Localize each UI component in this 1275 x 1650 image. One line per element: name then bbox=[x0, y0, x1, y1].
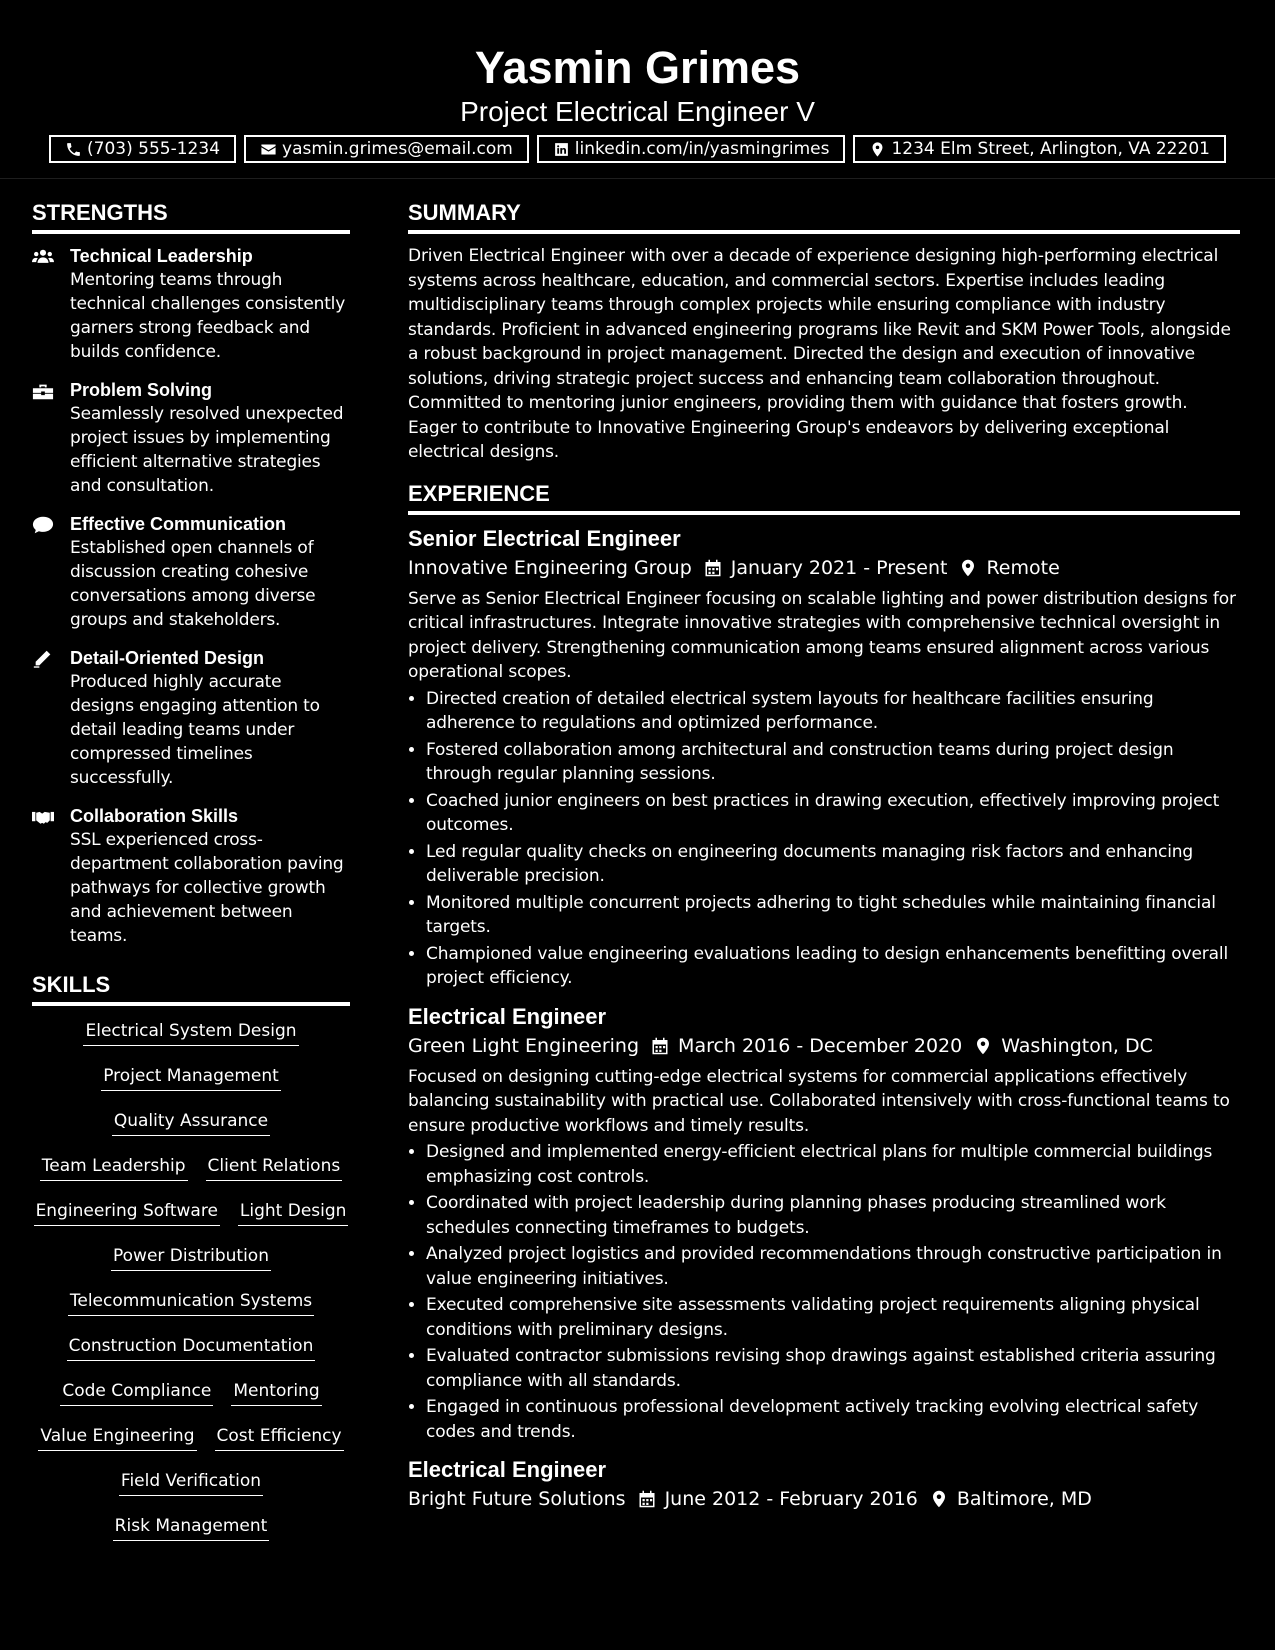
skill-row bbox=[32, 1198, 350, 1243]
skill-tag: Engineering Software bbox=[34, 1198, 220, 1226]
strengths-heading: STRENGTHS bbox=[32, 196, 350, 234]
job-bullets bbox=[408, 1140, 1240, 1444]
job-dates: January 2021 - Present bbox=[730, 556, 948, 579]
candidate-title: Project Electrical Engineer V bbox=[460, 96, 815, 127]
job-bullet: • Executed comprehensive site assessments validating project requirements aligning physical conditions with preliminary designs. bbox=[426, 1293, 1240, 1342]
skill-row bbox=[32, 1153, 350, 1198]
job-entry bbox=[408, 1003, 1240, 1445]
strength-desc: Established open channels of discussion creating cohesive conversations among diverse groups and stakeholders. bbox=[70, 538, 316, 630]
strength-desc: SSL experienced cross-department collaboration paving pathways for collective growth and achievement between teams. bbox=[70, 830, 344, 946]
job-bullet: • Fostered collaboration among architectural and construction teams during project design through regular planning sessions. bbox=[426, 738, 1240, 787]
strength-name: Collaboration Skills bbox=[70, 806, 239, 826]
map-marker-icon bbox=[930, 1490, 948, 1508]
job-bullet: • Analyzed project logistics and provided recommendations through constructive participation in value engineering initiatives. bbox=[426, 1242, 1240, 1291]
job-bullet: • Engaged in continuous professional development actively tracking evolving electrical safety codes and trends. bbox=[426, 1395, 1240, 1444]
skill-tag: Telecommunication Systems bbox=[68, 1288, 314, 1316]
job-location: Remote bbox=[986, 556, 1060, 579]
job-location: Baltimore, MD bbox=[956, 1488, 1092, 1510]
strength-item bbox=[32, 646, 350, 790]
calendar-icon bbox=[638, 1490, 656, 1508]
linkedin-icon bbox=[553, 141, 570, 158]
strength-item bbox=[32, 512, 350, 632]
skill-tag: Power Distribution bbox=[111, 1243, 271, 1271]
contact-bar bbox=[0, 135, 1275, 163]
skill-row bbox=[32, 1468, 350, 1513]
contact-linkedin-text: linkedin.com/in/yasmingrimes bbox=[574, 139, 830, 159]
contact-address bbox=[853, 135, 1226, 163]
contact-linkedin[interactable] bbox=[537, 135, 846, 163]
summary-heading: SUMMARY bbox=[408, 196, 1240, 234]
skill-tag: Project Management bbox=[101, 1063, 281, 1091]
strength-desc: Seamlessly resolved unexpected project issues by implementing efficient alternative strategies and consultation. bbox=[70, 404, 344, 496]
contact-phone-text: (703) 555-1234 bbox=[87, 139, 221, 159]
skill-tag: Code Compliance bbox=[60, 1378, 213, 1406]
skill-row bbox=[32, 1288, 350, 1333]
strength-item bbox=[32, 244, 350, 364]
calendar-icon bbox=[704, 559, 722, 577]
map-marker-icon bbox=[869, 141, 886, 158]
skill-row bbox=[32, 1018, 350, 1063]
skill-tag: Light Design bbox=[238, 1198, 349, 1226]
skill-tag: Field Verification bbox=[119, 1468, 263, 1496]
map-marker-icon bbox=[974, 1037, 992, 1055]
strength-name: Effective Communication bbox=[70, 514, 287, 534]
summary-text: Driven Electrical Engineer with over a decade of experience designing high-performing electrical systems across healthcare, education, and commercial sectors. Expertise includes leading multidisciplinary teams through complex projects while ensuring compliance with industry standards. Proficient in advanced engineering programs like Revit and SKM Power Tools, alongside a robust background in project management. Directed the design and execution of innovative solutions, driving strategic project success and enhancing team collaboration throughout. Committed to mentoring junior engineers, providing them with guidance that fosters growth. Eager to contribute to Innovative Engineering Group's endeavors by delivering exceptional electrical designs. bbox=[408, 246, 1231, 462]
job-meta bbox=[408, 1484, 1240, 1514]
job-meta bbox=[408, 553, 1240, 583]
job-bullet: • Led regular quality checks on engineering documents managing risk factors and enhancing deliverable precision. bbox=[426, 840, 1240, 889]
contact-email[interactable] bbox=[244, 135, 529, 163]
job-description: Focused on designing cutting-edge electrical systems for commercial applications effectively balancing sustainability with practical use. Collaborated intensively with cross-functional teams to ensure productive workflows and timely results. bbox=[408, 1066, 1230, 1136]
skill-tag: Risk Management bbox=[113, 1513, 270, 1541]
skill-tag: Value Engineering bbox=[38, 1423, 196, 1451]
right-column bbox=[408, 196, 1240, 1518]
left-column bbox=[32, 196, 350, 1558]
strength-item bbox=[32, 804, 350, 948]
job-location: Washington, DC bbox=[1001, 1034, 1153, 1057]
skills-list bbox=[32, 1016, 350, 1558]
job-meta bbox=[408, 1031, 1240, 1061]
job-title: Electrical Engineer bbox=[408, 1003, 607, 1029]
job-bullet: • Coached junior engineers on best practices in drawing execution, effectively improving project outcomes. bbox=[426, 789, 1240, 838]
skill-row bbox=[32, 1333, 350, 1378]
contact-phone[interactable] bbox=[49, 135, 236, 163]
job-bullet: • Designed and implemented energy-efficient electrical plans for multiple commercial buildings emphasizing cost controls. bbox=[426, 1140, 1240, 1189]
experience-heading: EXPERIENCE bbox=[408, 477, 1240, 515]
envelope-icon bbox=[260, 141, 277, 158]
skill-tag: Construction Documentation bbox=[67, 1333, 316, 1361]
skills-heading: SKILLS bbox=[32, 968, 350, 1006]
contact-email-text: yasmin.grimes@email.com bbox=[282, 139, 513, 159]
job-bullets bbox=[408, 687, 1240, 991]
strength-name: Detail-Oriented Design bbox=[70, 648, 265, 668]
skill-tag: Mentoring bbox=[231, 1378, 321, 1406]
strength-item bbox=[32, 378, 350, 498]
job-bullet: • Evaluated contractor submissions revising shop drawings against established criteria assuring compliance with all standards. bbox=[426, 1344, 1240, 1393]
experience-list bbox=[408, 525, 1240, 1515]
skill-tag: Client Relations bbox=[206, 1153, 343, 1181]
job-bullet: • Championed value engineering evaluations leading to design enhancements benefitting overall project efficiency. bbox=[426, 942, 1240, 991]
job-bullet: • Directed creation of detailed electrical system layouts for healthcare facilities ensuring adherence to regulations and optimized performance. bbox=[426, 687, 1240, 736]
job-company: Bright Future Solutions bbox=[408, 1488, 626, 1510]
pencil-icon bbox=[32, 649, 54, 669]
calendar-icon bbox=[651, 1037, 669, 1055]
skill-row bbox=[32, 1513, 350, 1558]
handshake-icon bbox=[32, 807, 54, 827]
job-entry bbox=[408, 525, 1240, 991]
job-entry bbox=[408, 1456, 1240, 1514]
skill-row bbox=[32, 1063, 350, 1108]
strength-name: Technical Leadership bbox=[70, 246, 253, 266]
skill-row bbox=[32, 1423, 350, 1468]
map-marker-icon bbox=[959, 559, 977, 577]
job-company: Green Light Engineering bbox=[408, 1034, 640, 1057]
skill-tag: Team Leadership bbox=[40, 1153, 188, 1181]
job-title: Senior Electrical Engineer bbox=[408, 525, 681, 551]
skill-row bbox=[32, 1243, 350, 1288]
job-company: Innovative Engineering Group bbox=[408, 556, 692, 579]
skill-tag: Quality Assurance bbox=[112, 1108, 270, 1136]
phone-icon bbox=[65, 141, 82, 158]
skill-row bbox=[32, 1378, 350, 1423]
skill-tag: Cost Efficiency bbox=[215, 1423, 344, 1451]
strength-desc: Produced highly accurate designs engaging attention to detail leading teams under compressed timelines successfully. bbox=[70, 672, 320, 788]
skill-row bbox=[32, 1108, 350, 1153]
candidate-name: Yasmin Grimes bbox=[474, 42, 801, 93]
job-bullet: • Monitored multiple concurrent projects adhering to tight schedules while maintaining financial targets. bbox=[426, 891, 1240, 940]
job-description: Serve as Senior Electrical Engineer focusing on scalable lighting and power distribution designs for critical infrastructures. Integrate innovative strategies with comprehensive technical oversight in project delivery. Strengthening communication among teams ensured alignment across various operational scopes. bbox=[408, 588, 1236, 682]
job-bullet: • Coordinated with project leadership during planning phases producing streamlined work schedules connecting timeframes to budgets. bbox=[426, 1191, 1240, 1240]
users-icon bbox=[32, 247, 54, 267]
strength-desc: Mentoring teams through technical challenges consistently garners strong feedback and builds confidence. bbox=[70, 270, 346, 362]
toolbox-icon bbox=[32, 381, 54, 401]
comment-icon bbox=[32, 515, 54, 535]
job-dates: March 2016 - December 2020 bbox=[678, 1034, 963, 1057]
job-title: Electrical Engineer bbox=[408, 1457, 607, 1482]
skill-tag: Electrical System Design bbox=[83, 1018, 298, 1046]
resume-header bbox=[0, 0, 1275, 179]
contact-address-text: 1234 Elm Street, Arlington, VA 22201 bbox=[891, 139, 1210, 159]
job-dates: June 2012 - February 2016 bbox=[664, 1488, 918, 1510]
strength-name: Problem Solving bbox=[70, 380, 213, 400]
